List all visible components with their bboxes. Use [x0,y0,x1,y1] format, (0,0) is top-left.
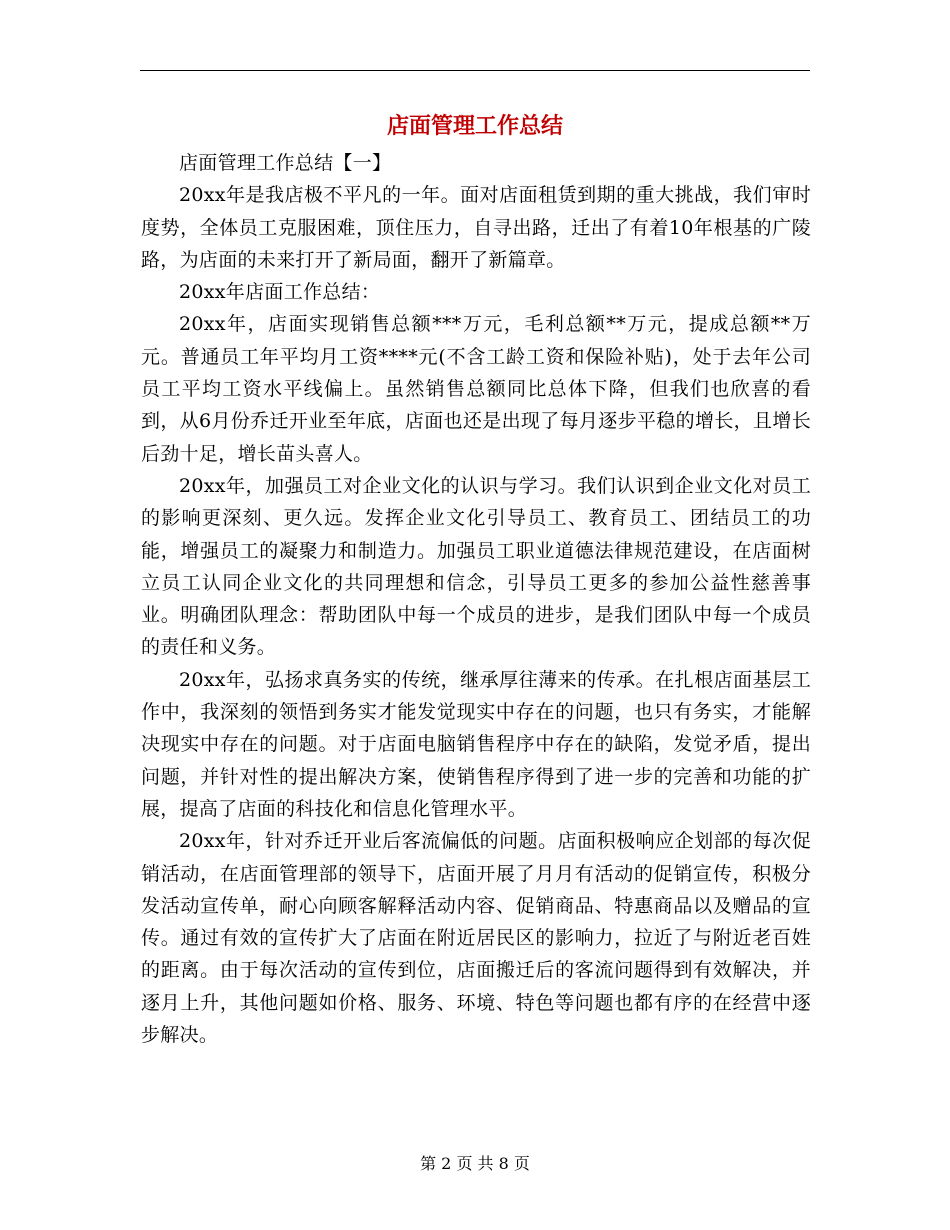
document-title: 店面管理工作总结 [386,113,563,139]
paragraph-culture: 20xx年，加强员工对企业文化的认识与学习。我们认识到企业文化对员工的影响更深刻、更久远。发挥企业文化引导员工、教育员工、团结员工的功能，增强员工的凝聚力和制造力。加强员工职业道德法律规范建设，在店面树立员工认同企业文化的共同理想和信念，引导员工更多的参加公益性慈善事业。明确团队理念：帮助团队中每一个成员的进步，是我们团队中每一个成员的责任和义务。 [141,474,811,659]
section-heading: 店面管理工作总结【一】 [179,152,392,174]
paragraph-summary-heading: 20xx年店面工作总结： [179,281,381,304]
paragraph-pragmatism: 20xx年，弘扬求真务实的传统，继承厚往薄来的传承。在扎根店面基层工作中，我深刻的领悟到务实才能发觉现实中存在的问题，也只有务实，才能解决现实中存在的问题。对于店面电脑销售程序中存在的缺陷，发觉矛盾，提出问题，并针对性的提出解决方案，使销售程序得到了进一步的完善和功能的扩展，提高了店面的科技化和信息化管理水平。 [141,668,811,820]
paragraph-sales: 20xx年，店面实现销售总额***万元，毛利总额**万元，提成总额**万元。普通员工年平均月工资****元(不含工龄工资和保险补贴)，处于去年公司员工平均工资水平线偏上。虽然销售总额同比总体下降，但我们也欣喜的看到，从6月份乔迁开业至年底，店面也还是出现了每月逐步平稳的增长，且增长后劲十足，增长苗头喜人。 [141,313,811,465]
document-body [141,147,811,1051]
header-rule [140,70,810,71]
paragraph-promotion: 20xx年，针对乔迁开业后客流偏低的问题。店面积极响应企划部的每次促销活动，在店面管理部的领导下，店面开展了月月有活动的促销宣传，积极分发活动宣传单，耐心向顾客解释活动内容、促销商品、特惠商品以及赠品的宣传。通过有效的宣传扩大了店面在附近居民区的影响力，拉近了与附近老百姓的距离。由于每次活动的宣传到位，店面搬迁后的客流问题得到有效解决，并逐月上升，其他问题如价格、服务、环境、特色等问题也都有序的在经营中逐步解决。 [141,830,811,1047]
paragraph-intro: 20xx年是我店极不平凡的一年。面对店面租赁到期的重大挑战，我们审时度势，全体员工克服困难，顶住压力，自寻出路，迁出了有着10年根基的广陵路，为店面的未来打开了新局面，翻开了新篇章。 [141,184,811,271]
page-number: 第 2 页 共 8 页 [420,1154,530,1173]
